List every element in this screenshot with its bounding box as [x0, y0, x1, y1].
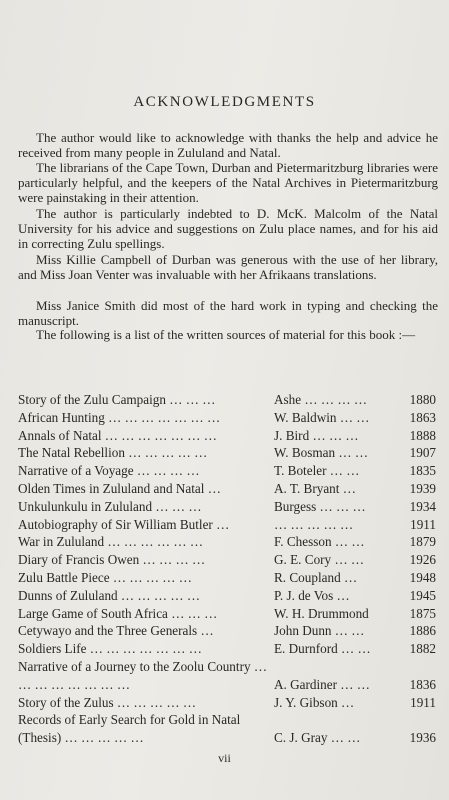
source-author: W. Baldwin … …	[274, 409, 370, 425]
source-title: Autobiography of Sir William Butler …	[18, 516, 230, 532]
source-row	[18, 480, 436, 498]
source-author: P. J. de Vos …	[274, 587, 350, 603]
source-row	[18, 533, 436, 551]
source-year: 1880	[409, 392, 436, 407]
source-title: Annals of Natal … … … … … … …	[18, 427, 217, 443]
source-year: 1886	[409, 623, 436, 639]
source-title: Story of the Zulus … … … … …	[18, 694, 197, 710]
source-row	[18, 409, 436, 427]
source-author: J. Y. Gibson …	[274, 694, 355, 710]
source-year: 1879	[409, 534, 436, 550]
paragraph: Miss Killie Campbell of Durban was generous with the use of her library, and Miss Joan Venter was invaluable with her Afrikaans translations.	[18, 252, 438, 282]
source-title: Dunns of Zululand … … … … …	[18, 587, 201, 603]
source-year: 1836	[409, 676, 436, 692]
source-row	[18, 694, 436, 712]
source-row	[18, 640, 436, 658]
source-year: 1907	[409, 445, 436, 461]
source-year: 1936	[409, 730, 436, 746]
source-row	[18, 711, 436, 747]
source-row	[18, 569, 436, 587]
source-title: Story of the Zulu Campaign … … …	[18, 392, 216, 407]
source-row	[18, 551, 436, 569]
source-author: John Dunn … …	[274, 623, 365, 639]
source-year: 1945	[409, 587, 436, 603]
source-author: Burgess … … …	[274, 498, 366, 514]
source-title: Unkulunkulu in Zululand … … …	[18, 498, 202, 514]
source-author: G. E. Cory … …	[274, 552, 365, 568]
source-year: 1875	[409, 605, 436, 621]
source-year: 1888	[409, 427, 436, 443]
source-author: E. Durnford … …	[274, 641, 371, 657]
source-row	[18, 427, 436, 445]
source-author: F. Chesson … …	[274, 534, 365, 550]
source-title: Narrative of a Journey to the Zoolu Country … … … … … … … …	[18, 658, 268, 692]
source-year: 1911	[410, 694, 436, 710]
source-title: The Natal Rebellion … … … … …	[18, 445, 208, 461]
source-row	[18, 658, 436, 694]
page-number: vii	[218, 751, 231, 765]
source-row	[18, 391, 436, 409]
source-title: Zulu Battle Piece … … … … …	[18, 569, 192, 585]
source-row	[18, 444, 436, 462]
source-row	[18, 622, 436, 640]
source-author: C. J. Gray … …	[274, 730, 361, 746]
source-row	[18, 605, 436, 623]
source-author: Ashe … … … …	[274, 392, 368, 407]
source-year: 1939	[409, 480, 436, 496]
source-author: A. Gardiner … …	[274, 676, 370, 692]
source-author: A. T. Bryant …	[274, 480, 356, 496]
source-title: Soldiers Life … … … … … … …	[18, 641, 202, 657]
source-year: 1926	[409, 552, 436, 568]
source-title: Narrative of a Voyage … … … …	[18, 463, 200, 479]
paragraph: The author is particularly indebted to D. McK. Malcolm of the Natal University for his advice and suggestions on Zulu place names, and for his aid in correcting Zulu spellings.	[18, 206, 438, 251]
source-author: W. H. Drummond	[274, 605, 369, 621]
source-title: Records of Early Search for Gold in Natal (Thesis) … … … … …	[18, 712, 241, 746]
source-title: War in Zululand … … … … … …	[18, 534, 204, 550]
paragraph: The librarians of the Cape Town, Durban and Pietermaritzburg libraries were particularly helpful, and the keepers of the Natal Archives in Pietermaritzburg were painstaking in their attention.	[18, 160, 438, 205]
source-year: 1863	[409, 409, 436, 425]
source-title: Cetywayo and the Three Generals …	[18, 623, 214, 639]
sources-list	[18, 391, 436, 747]
source-year: 1911	[410, 516, 436, 532]
source-year: 1835	[409, 463, 436, 479]
page-title: ACKNOWLEDGMENTS	[133, 94, 316, 110]
source-author: T. Boteler … …	[274, 463, 360, 479]
source-title: African Hunting … … … … … … …	[18, 409, 221, 425]
source-title: Olden Times in Zululand and Natal …	[18, 480, 221, 496]
source-row	[18, 498, 436, 516]
source-row	[18, 587, 436, 605]
source-author: W. Bosman … …	[274, 445, 369, 461]
source-row	[18, 516, 436, 534]
source-author: R. Coupland …	[274, 569, 358, 585]
source-year: 1934	[409, 498, 436, 514]
source-year: 1882	[409, 641, 436, 657]
source-row	[18, 462, 436, 480]
paragraph: The author would like to acknowledge with thanks the help and advice he received from many people in Zululand and Natal.	[18, 130, 438, 160]
source-title: Diary of Francis Owen … … … …	[18, 552, 206, 568]
paragraph: Miss Janice Smith did most of the hard work in typing and checking the manuscript.	[18, 298, 438, 328]
source-author: J. Bird … … …	[274, 427, 359, 443]
source-year: 1948	[409, 569, 436, 585]
source-author: … … … … …	[274, 516, 354, 532]
paragraph: The following is a list of the written sources of material for this book :—	[36, 327, 416, 342]
source-title: Large Game of South Africa … … …	[18, 605, 218, 621]
